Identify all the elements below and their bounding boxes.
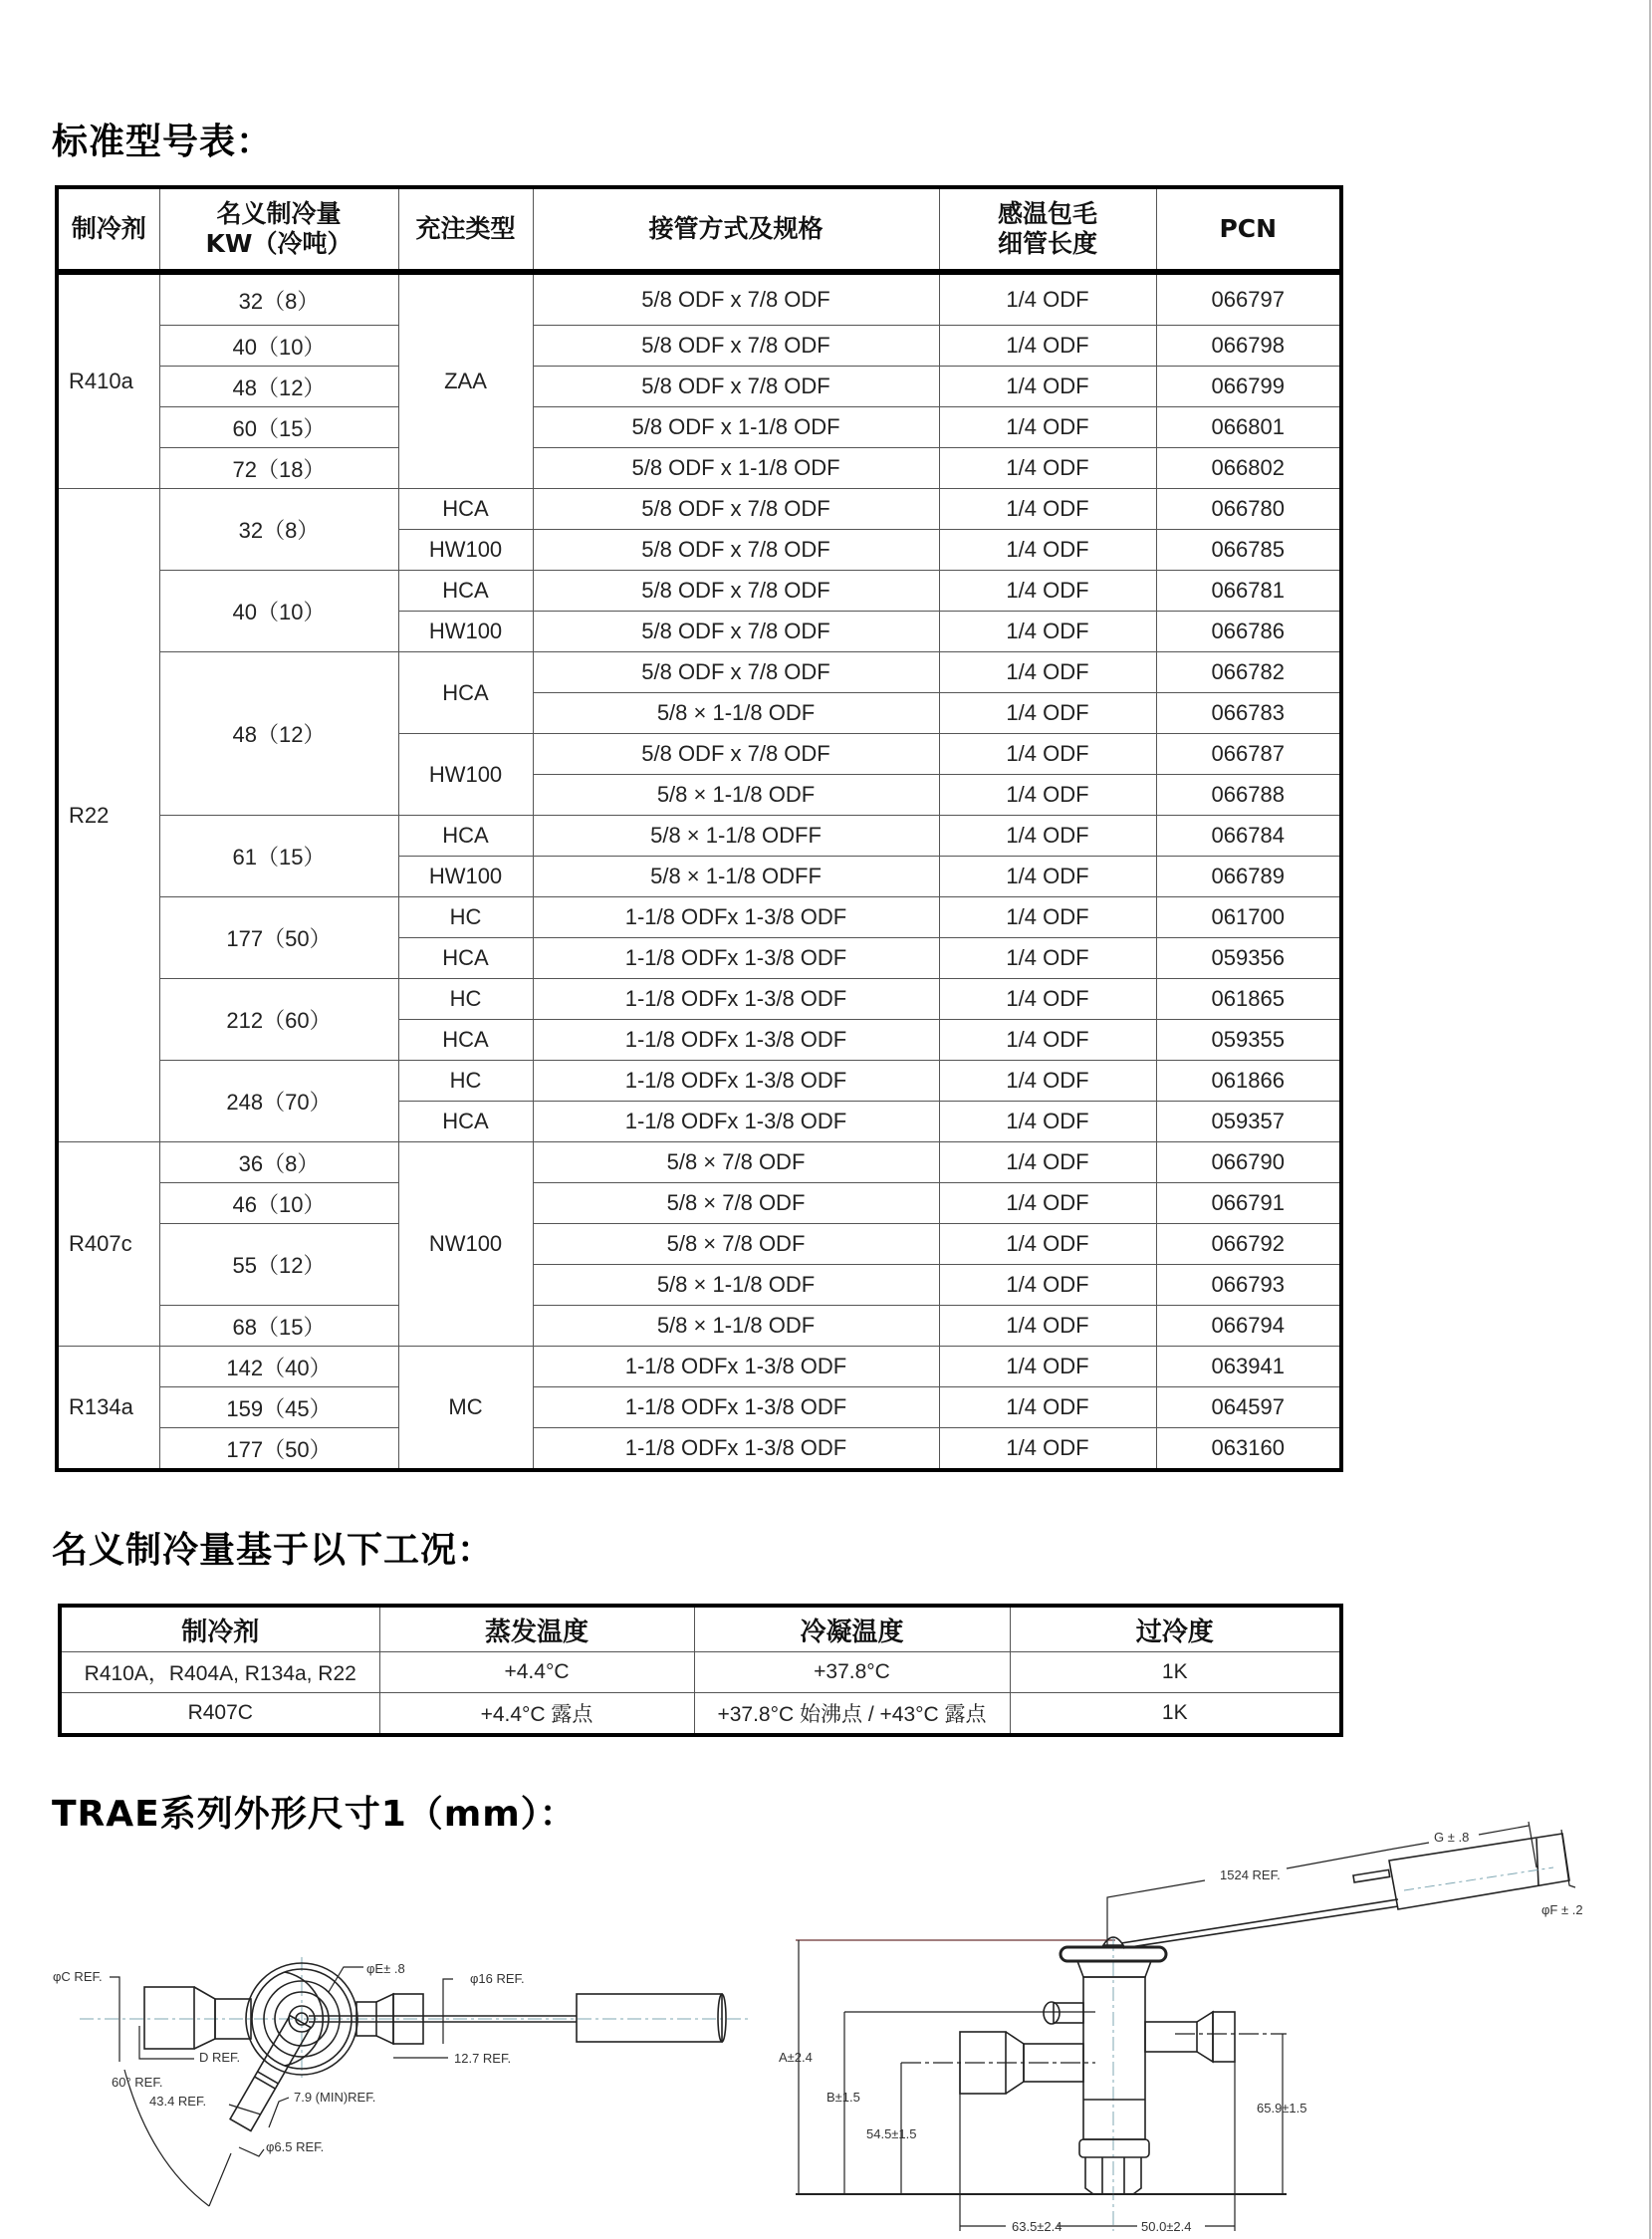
charge-cell: HW100 [398, 612, 533, 652]
connection-cell: 5/8 × 1-1/8 ODF [533, 693, 939, 734]
capillary-cell: 1/4 ODF [939, 272, 1156, 326]
capillary-cell: 1/4 ODF [939, 407, 1156, 448]
charge-cell: HC [398, 1061, 533, 1102]
heading-standard-models: 标准型号表： [52, 122, 274, 162]
capillary-cell: 1/4 ODF [939, 1224, 1156, 1265]
capacity-cell: 159（45） [159, 1387, 398, 1428]
table-row [57, 272, 1341, 326]
capillary-cell: 1/4 ODF [939, 489, 1156, 530]
capillary-cell: 1/4 ODF [939, 1347, 1156, 1387]
table-row [57, 1387, 1341, 1428]
dim-g-left [1389, 1843, 1429, 1850]
capacity-cell: 248（70） [159, 1061, 398, 1142]
connection-cell: 1-1/8 ODFx 1-3/8 ODF [533, 1428, 939, 1471]
outlet-taper [1197, 2012, 1213, 2062]
table-header-row [60, 1606, 1341, 1652]
connection-cell: 5/8 ODF x 7/8 ODF [533, 272, 939, 326]
charge-cell: ZAA [398, 272, 533, 489]
pcn-cell: 066785 [1156, 530, 1341, 571]
connection-cell: 5/8 ODF x 7/8 ODF [533, 612, 939, 652]
capillary-cell: 1/4 ODF [939, 530, 1156, 571]
capacity-cell: 212（60） [159, 979, 398, 1061]
angled-outlet-band [258, 2072, 279, 2084]
capillary-cell: 1/4 ODF [939, 571, 1156, 612]
dim-1524-left [1107, 1880, 1205, 1945]
label-659: 65.9±1.5 [1257, 2101, 1307, 2115]
connection-cell: 5/8 × 7/8 ODF [533, 1224, 939, 1265]
capacity-cell: 55（12） [159, 1224, 398, 1306]
capacity-cell: 40（10） [159, 571, 398, 652]
table-row [57, 367, 1341, 407]
connection-cell: 5/8 ODF x 7/8 ODF [533, 652, 939, 693]
connection-cell: 5/8 × 7/8 ODF [533, 1183, 939, 1224]
heading-rating-conditions: 名义制冷量基于以下工况： [52, 1530, 495, 1571]
dim-angle-arc [124, 2070, 209, 2206]
charge-cell: MC [398, 1347, 533, 1471]
standard-model-table [55, 185, 1343, 1472]
pcn-cell: 066793 [1156, 1265, 1341, 1306]
capillary-cell: 1/4 ODF [939, 1306, 1156, 1347]
label-phi-f: φF ± .2 [1541, 1902, 1583, 1917]
connection-cell: 5/8 × 1-1/8 ODF [533, 775, 939, 816]
connection-cell: 1-1/8 ODFx 1-3/8 ODF [533, 1387, 939, 1428]
label-b: B±1.5 [826, 2090, 860, 2105]
condensing-cell: +37.8°C 始沸点 / +43°C 露点 [694, 1693, 1010, 1736]
header-capillary-line1: 感温包毛 [997, 199, 1097, 228]
pcn-cell: 066789 [1156, 857, 1341, 897]
header-charge: 充注类型 [398, 187, 533, 272]
header-capillary [939, 187, 1156, 272]
charge-cell: HC [398, 897, 533, 938]
equalizer-port-end [1044, 2002, 1060, 2024]
connection-cell: 5/8 ODF x 7/8 ODF [533, 326, 939, 367]
table-header-row [57, 187, 1341, 272]
capillary-cell: 1/4 ODF [939, 1102, 1156, 1142]
pcn-cell: 066801 [1156, 407, 1341, 448]
outlet-tube [1145, 2022, 1197, 2052]
outlet-fitting-body [1213, 2012, 1235, 2062]
table-row [57, 897, 1341, 938]
pcn-cell: 066798 [1156, 326, 1341, 367]
header-capillary-line2: 细管长度 [997, 229, 1097, 258]
table-row [57, 652, 1341, 693]
table-row [57, 1347, 1341, 1387]
capillary-cell: 1/4 ODF [939, 734, 1156, 775]
label-a: A±2.4 [779, 2050, 813, 2065]
capillary-cell: 1/4 ODF [939, 816, 1156, 857]
capacity-cell: 61（15） [159, 816, 398, 897]
condensing-cell: +37.8°C [694, 1652, 1010, 1693]
pcn-cell: 066799 [1156, 367, 1341, 407]
left-fitting-body [144, 1987, 194, 2049]
dim-1524-right [1287, 1850, 1389, 1868]
label-60-deg: 60° REF. [112, 2075, 163, 2090]
capillary-cell: 1/4 ODF [939, 857, 1156, 897]
pcn-cell: 066790 [1156, 1142, 1341, 1183]
table-row [57, 1061, 1341, 1102]
pcn-cell: 066788 [1156, 775, 1341, 816]
capacity-cell: 48（12） [159, 367, 398, 407]
pcn-cell: 066780 [1156, 489, 1341, 530]
charge-cell: HW100 [398, 530, 533, 571]
header-capacity-line1: 名义制冷量 [216, 199, 342, 228]
capacity-cell: 68（15） [159, 1306, 398, 1347]
capacity-cell: 177（50） [159, 897, 398, 979]
connection-cell: 5/8 × 1-1/8 ODFF [533, 857, 939, 897]
charge-cell: HCA [398, 1020, 533, 1061]
header-subcooling: 过冷度 [1010, 1606, 1341, 1652]
charge-cell: HCA [398, 1102, 533, 1142]
page-edge-line [1649, 0, 1651, 2239]
connection-cell: 5/8 × 7/8 ODF [533, 1142, 939, 1183]
sensing-bulb-end [1536, 1839, 1538, 1885]
table-row [57, 489, 1341, 530]
rating-conditions-table [58, 1604, 1343, 1737]
connection-cell: 1-1/8 ODFx 1-3/8 ODF [533, 979, 939, 1020]
connection-cell: 5/8 × 1-1/8 ODF [533, 1306, 939, 1347]
pcn-cell: 066783 [1156, 693, 1341, 734]
capillary-cell: 1/4 ODF [939, 938, 1156, 979]
capillary-cell: 1/4 ODF [939, 1061, 1156, 1102]
label-500: 50.0±2.4 [1141, 2219, 1192, 2234]
angled-outlet-band-2 [255, 2077, 276, 2089]
label-g: G ± .8 [1434, 1830, 1470, 1845]
capillary-cell: 1/4 ODF [939, 1183, 1156, 1224]
angled-outlet [230, 2016, 311, 2131]
pcn-cell: 066792 [1156, 1224, 1341, 1265]
label-434: 43.4 REF. [149, 2094, 207, 2109]
connection-cell: 5/8 ODF x 1-1/8 ODF [533, 407, 939, 448]
capillary-cell: 1/4 ODF [939, 652, 1156, 693]
label-1524: 1524 REF. [1220, 1867, 1281, 1882]
angled-outlet-tube [230, 2016, 311, 2131]
capillary-cell: 1/4 ODF [939, 1142, 1156, 1183]
header-evaporating-temp: 蒸发温度 [379, 1606, 694, 1652]
connection-cell: 1-1/8 ODFx 1-3/8 ODF [533, 1020, 939, 1061]
valve-nut [1079, 2139, 1149, 2157]
connection-cell: 5/8 ODF x 7/8 ODF [533, 571, 939, 612]
label-635: 63.5±2.4 [1012, 2219, 1062, 2234]
capillary-cell: 1/4 ODF [939, 326, 1156, 367]
capacity-cell: 72（18） [159, 448, 398, 489]
table-row [57, 1224, 1341, 1265]
capillary-cell: 1/4 ODF [939, 897, 1156, 938]
capillary-cell: 1/4 ODF [939, 612, 1156, 652]
table-row [57, 407, 1341, 448]
label-phi-e: φE± .8 [366, 1961, 405, 1976]
refrigerant-cell: R22 [57, 489, 159, 1142]
pcn-cell: 063941 [1156, 1347, 1341, 1387]
dim-d-ref [139, 2026, 194, 2059]
left-fitting-taper [194, 1987, 215, 2049]
capacity-cell: 177（50） [159, 1428, 398, 1471]
dim-g-right [1479, 1826, 1529, 1835]
capacity-cell: 60（15） [159, 407, 398, 448]
pcn-cell: 059355 [1156, 1020, 1341, 1061]
pcn-cell: 066791 [1156, 1183, 1341, 1224]
table-row [60, 1693, 1341, 1736]
capacity-cell: 142（40） [159, 1347, 398, 1387]
charge-cell: HCA [398, 652, 533, 734]
evaporating-cell: +4.4°C [379, 1652, 694, 1693]
header-refrigerant: 制冷剂 [57, 187, 159, 272]
connection-cell: 5/8 ODF x 7/8 ODF [533, 489, 939, 530]
table-row [57, 326, 1341, 367]
pcn-cell: 066787 [1156, 734, 1341, 775]
dim-phi-16 [443, 1979, 453, 2044]
capillary-cell: 1/4 ODF [939, 1265, 1156, 1306]
connection-cell: 5/8 ODF x 1-1/8 ODF [533, 448, 939, 489]
connection-cell: 5/8 ODF x 7/8 ODF [533, 530, 939, 571]
connection-cell: 1-1/8 ODFx 1-3/8 ODF [533, 938, 939, 979]
pcn-cell: 066784 [1156, 816, 1341, 857]
dim-angle-leg [209, 2153, 231, 2206]
capillary-cell: 1/4 ODF [939, 775, 1156, 816]
table-row [57, 979, 1341, 1020]
header-capacity-line2: KW（冷吨） [205, 229, 353, 258]
charge-cell: HW100 [398, 857, 533, 897]
pcn-cell: 064597 [1156, 1387, 1341, 1428]
table-row [57, 571, 1341, 612]
capillary-cell: 1/4 ODF [939, 1020, 1156, 1061]
charge-cell: HCA [398, 938, 533, 979]
table-row [57, 1306, 1341, 1347]
dim-65 [239, 2147, 264, 2156]
table-row [57, 1428, 1341, 1471]
bulb-stub [1353, 1869, 1390, 1882]
connection-cell: 5/8 ODF x 7/8 ODF [533, 367, 939, 407]
capacity-cell: 32（8） [159, 489, 398, 571]
pcn-cell: 061700 [1156, 897, 1341, 938]
header-capacity [159, 187, 398, 272]
pcn-cell: 066786 [1156, 612, 1341, 652]
valve-top-view-drawing [0, 1872, 757, 2211]
capillary-top [1121, 1899, 1398, 1943]
connection-cell: 5/8 ODF x 7/8 ODF [533, 734, 939, 775]
charge-cell: HCA [398, 489, 533, 530]
refrigerant-cell: R410A，R404A, R134a, R22 [60, 1652, 379, 1693]
header-refrigerant: 制冷剂 [60, 1606, 379, 1652]
connection-cell: 1-1/8 ODFx 1-3/8 ODF [533, 1347, 939, 1387]
heading-dimensions: TRAE系列外形尺寸1（mm）： [52, 1794, 577, 1835]
refrigerant-cell: R407C [60, 1693, 379, 1736]
dim-phi-e [329, 1967, 363, 1992]
capillary-cell: 1/4 ODF [939, 1387, 1156, 1428]
connection-cell: 1-1/8 ODFx 1-3/8 ODF [533, 1102, 939, 1142]
table-row [57, 816, 1341, 857]
pcn-cell: 066782 [1156, 652, 1341, 693]
capillary-cell: 1/4 ODF [939, 693, 1156, 734]
dim-79 [269, 2098, 289, 2127]
dim-g-ext [1529, 1822, 1536, 1867]
label-545: 54.5±1.5 [866, 2126, 917, 2141]
sensing-bulb [577, 1994, 722, 2042]
evaporating-cell: +4.4°C 露点 [379, 1693, 694, 1736]
pcn-cell: 061866 [1156, 1061, 1341, 1102]
pcn-cell: 066797 [1156, 272, 1341, 326]
pcn-cell: 066794 [1156, 1306, 1341, 1347]
capillary-bottom [1123, 1906, 1398, 1948]
label-phi-c: φC REF. [53, 1969, 103, 1984]
connection-cell: 1-1/8 ODFx 1-3/8 ODF [533, 897, 939, 938]
table-row [57, 1183, 1341, 1224]
valve-diaphragm-base [1077, 1961, 1151, 1977]
refrigerant-cell: R407c [57, 1142, 159, 1347]
pcn-cell: 059356 [1156, 938, 1341, 979]
pcn-cell: 066802 [1156, 448, 1341, 489]
header-condensing-temp: 冷凝温度 [694, 1606, 1010, 1652]
connection-cell: 5/8 × 1-1/8 ODFF [533, 816, 939, 857]
connection-cell: 1-1/8 ODFx 1-3/8 ODF [533, 1061, 939, 1102]
charge-cell: NW100 [398, 1142, 533, 1347]
subcooling-cell: 1K [1010, 1652, 1341, 1693]
capacity-cell: 32（8） [159, 272, 398, 326]
valve-body [1083, 1977, 1145, 2139]
capacity-cell: 36（8） [159, 1142, 398, 1183]
pcn-cell: 066781 [1156, 571, 1341, 612]
label-79: 7.9 (MIN)REF. [294, 2090, 376, 2105]
capillary-cell: 1/4 ODF [939, 979, 1156, 1020]
header-connection: 接管方式及规格 [533, 187, 939, 272]
charge-cell: HCA [398, 816, 533, 857]
capacity-cell: 46（10） [159, 1183, 398, 1224]
label-phi-16: φ16 REF. [470, 1971, 525, 1986]
pcn-cell: 061865 [1156, 979, 1341, 1020]
refrigerant-cell: R410a [57, 272, 159, 489]
charge-cell: HW100 [398, 734, 533, 816]
label-65: φ6.5 REF. [266, 2139, 325, 2154]
table-row [57, 1142, 1341, 1183]
charge-cell: HCA [398, 571, 533, 612]
table-row [60, 1652, 1341, 1693]
subcooling-cell: 1K [1010, 1693, 1341, 1736]
pcn-cell: 059357 [1156, 1102, 1341, 1142]
header-pcn: PCN [1156, 187, 1341, 272]
capacity-cell: 48（12） [159, 652, 398, 816]
connection-cell: 5/8 × 1-1/8 ODF [533, 1265, 939, 1306]
label-127: 12.7 REF. [454, 2051, 512, 2066]
table-row [57, 448, 1341, 489]
label-d-ref: D REF. [199, 2050, 241, 2065]
pcn-cell: 063160 [1156, 1428, 1341, 1471]
capillary-cell: 1/4 ODF [939, 1428, 1156, 1471]
capacity-cell: 40（10） [159, 326, 398, 367]
capillary-cell: 1/4 ODF [939, 367, 1156, 407]
charge-cell: HC [398, 979, 533, 1020]
refrigerant-cell: R134a [57, 1347, 159, 1471]
capillary-cell: 1/4 ODF [939, 448, 1156, 489]
valve-side-view-drawing [767, 1808, 1623, 2236]
